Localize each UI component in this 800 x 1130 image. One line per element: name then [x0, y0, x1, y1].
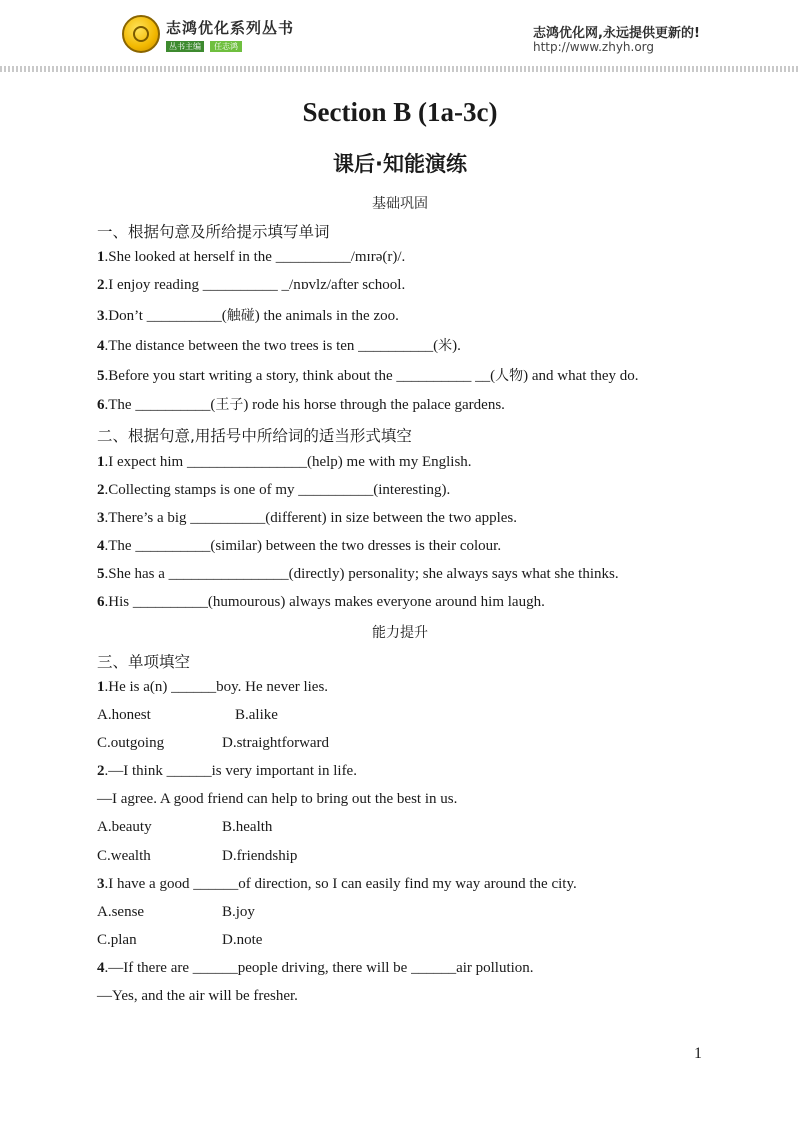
- question-3: 3.I have a good ______of direction, so I can easily find my way around the city.: [97, 876, 577, 892]
- exercise-item: 1.She looked at herself in the __________/mɪrə(r)/.: [97, 249, 406, 265]
- option-b: B.health: [222, 819, 273, 835]
- page-title: Section B (1a-3c): [302, 97, 498, 127]
- question-4-reply: —Yes, and the air will be fresher.: [97, 988, 298, 1004]
- question-1: 1.He is a(n) ______boy. He never lies.: [97, 679, 329, 695]
- exercise-item: 4.The distance between the two trees is ten __________(米).: [97, 338, 461, 354]
- editor-name-tag: 任志鸿: [210, 41, 242, 52]
- option-d: D.friendship: [222, 848, 298, 864]
- header-url[interactable]: http://www.zhyh.org: [533, 40, 655, 54]
- exercise-item: 5.She has a ________________(directly) personality; she always says what she thinks.: [97, 566, 619, 582]
- question-2-reply: —I agree. A good friend can help to bring out the best in us.: [97, 791, 458, 807]
- question-4: 4.—If there are ______people driving, there will be ______air pollution.: [97, 960, 534, 976]
- series-title: 志鸿优化系列丛书: [166, 19, 295, 37]
- section-heading-1: 一、根据句意及所给提示填写单词: [97, 223, 330, 241]
- part-heading-basic: 基础巩固: [372, 196, 428, 212]
- exercise-item: 6.His __________(humourous) always makes everyone around him laugh.: [97, 594, 545, 610]
- option-b: B.joy: [222, 904, 255, 920]
- exercise-item: 5.Before you start writing a story, think about the __________ __(人物) and what they do.: [97, 368, 639, 384]
- editor-tag: 丛书主编: [166, 41, 204, 52]
- page-number: 1: [694, 1045, 702, 1062]
- option-d: D.straightforward: [222, 735, 330, 751]
- option-c: C.plan: [97, 932, 137, 948]
- exercise-item: 2.Collecting stamps is one of my __________(interesting).: [97, 482, 451, 498]
- option-a: A.honest: [97, 707, 151, 723]
- exercise-item: 3.Don’t __________(触碰) the animals in the zoo.: [97, 308, 399, 324]
- section-heading-3: 三、单项填空: [97, 653, 191, 671]
- option-c: C.outgoing: [97, 735, 165, 751]
- series-logo-icon: [122, 15, 160, 53]
- option-a: A.beauty: [97, 819, 152, 835]
- header-divider: [0, 66, 800, 72]
- exercise-item: 3.There’s a big __________(different) in size between the two apples.: [97, 510, 518, 526]
- page-header: [0, 0, 800, 72]
- option-b: B.alike: [235, 707, 278, 723]
- part-heading-advanced: 能力提升: [372, 625, 428, 641]
- exercise-item: 1.I expect him ________________(help) me with my English.: [97, 454, 472, 470]
- section-heading-2: 二、根据句意,用括号中所给词的适当形式填空: [97, 427, 412, 445]
- exercise-item: 2.I enjoy reading __________ _/nɒvlz/after school.: [97, 277, 406, 293]
- page-subtitle: 课后·知能演练: [333, 152, 467, 176]
- question-2: 2.—I think ______is very important in life.: [97, 763, 357, 779]
- option-a: A.sense: [97, 904, 145, 920]
- header-slogan: 志鸿优化网,永远提供更新的!: [533, 26, 700, 41]
- option-c: C.wealth: [97, 848, 151, 864]
- exercise-item: 4.The __________(similar) between the two dresses is their colour.: [97, 538, 502, 554]
- option-d: D.note: [222, 932, 263, 948]
- exercise-item: 6.The __________(王子) rode his horse through the palace gardens.: [97, 397, 505, 413]
